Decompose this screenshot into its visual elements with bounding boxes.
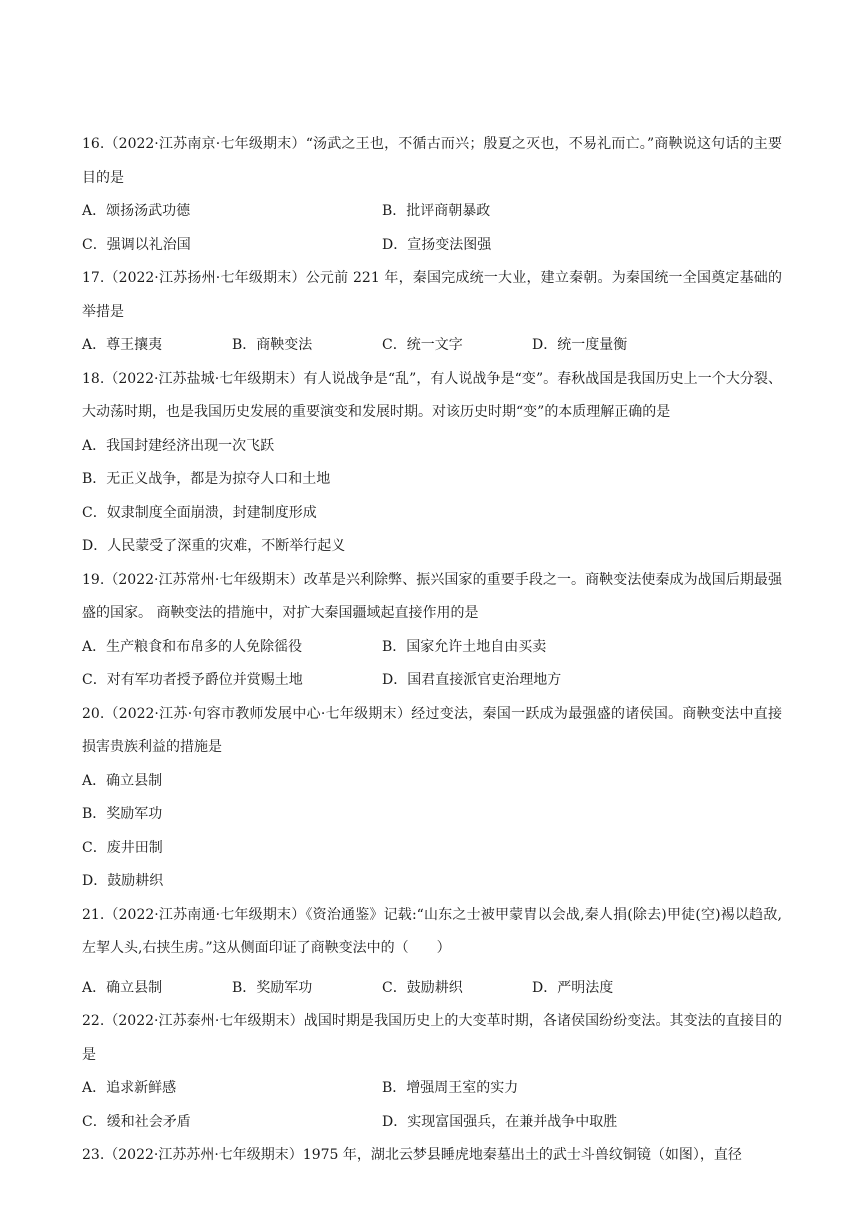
question-text: 《资治通鉴》记载:“山东之士被甲蒙胄以会战,秦人捐(除去)甲徒(空)裼以趋敌,左挈人头,右挟生虏。”这从侧面印证了商鞅变法中的（ ）: [82, 906, 783, 956]
question-19: [82, 564, 782, 698]
question-number: 19.: [82, 571, 105, 588]
option-b: B．商鞅变法: [232, 337, 313, 353]
question-source: （2022·江苏扬州·七年级期末）: [104, 270, 306, 286]
option-d: D．鼓励耕织: [82, 873, 164, 889]
question-number: 16.: [82, 136, 105, 152]
question-text: “汤武之王也，不循古而兴；殷夏之灭也，不易礼而亡。”商鞅说这句话的主要目的是: [82, 136, 783, 186]
option-a: A．确立县制: [82, 979, 163, 996]
question-stem: [82, 128, 782, 195]
question-text: 有人说战争是“乱”，有人说战争是“变”。春秋战国是我国历史上一个大分裂、大动荡时期，也是我国历史发展的重要演变和发展时期。对该历史时期“变”的本质理解正确的是: [82, 370, 782, 420]
options-row: [82, 664, 782, 698]
question-stem: [82, 1005, 782, 1072]
question-number: 18.: [82, 370, 105, 387]
options-row: [82, 631, 782, 665]
option-b: B．增强周王室的实力: [382, 1080, 519, 1096]
question-text: 经过变法，秦国一跃成为最强盛的诸侯国。商鞅变法中直接损害贵族利益的措施是: [82, 705, 782, 755]
question-number: 21.: [82, 906, 105, 923]
option-a: A．我国封建经济出现一次飞跃: [82, 437, 275, 454]
question-stem: [82, 899, 782, 966]
option-c: C．废井田制: [82, 839, 163, 856]
question-source: （2022·江苏南通·七年级期末）: [104, 906, 306, 923]
question-23: [82, 1139, 782, 1173]
question-stem: [82, 262, 782, 329]
question-number: 17.: [82, 270, 105, 286]
options-row: [82, 195, 782, 229]
question-page: [82, 128, 782, 1173]
option-d: D．严明法度: [532, 979, 614, 996]
question-18: [82, 363, 782, 564]
question-text: 战国时期是我国历史上的大变革时期，各诸侯国纷纷变法。其变法的直接目的是: [82, 1013, 782, 1063]
question-stem: [82, 363, 782, 430]
question-number: 23.: [82, 1147, 105, 1163]
option-c: C．奴隶制度全面崩溃，封建制度形成: [82, 504, 317, 521]
option-c: C．统一文字: [382, 337, 463, 353]
options-row: [82, 329, 782, 363]
option-b: B．批评商朝暴政: [382, 203, 491, 219]
question-text: 公元前 221 年，秦国完成统一大业，建立秦朝。为秦国统一全国奠定基础的举措是: [82, 270, 783, 320]
options-row: [82, 1072, 782, 1106]
question-22: [82, 1005, 782, 1139]
question-text: 1975 年，湖北云梦县睡虎地秦墓出土的武士斗兽纹铜镜（如图），直径: [302, 1147, 742, 1163]
question-21: [82, 899, 782, 1006]
options-row: [82, 1106, 782, 1140]
question-stem: [82, 698, 782, 765]
option-a: A．追求新鲜感: [82, 1080, 177, 1096]
option-a: A．尊王攘夷: [82, 337, 163, 353]
option-c: C．强调以礼治国: [82, 236, 191, 253]
option-b: B．国家允许土地自由买卖: [382, 638, 547, 655]
question-source: （2022·江苏苏州·七年级期末）: [104, 1147, 303, 1163]
option-d: D．人民蒙受了深重的灾难，不断举行起义: [82, 538, 346, 554]
option-d: D．国君直接派官吏治理地方: [382, 672, 562, 688]
question-17: [82, 262, 782, 363]
option-d: D．实现富国强兵，在兼并战争中取胜: [382, 1113, 618, 1130]
question-source: （2022·江苏常州·七年级期末）: [104, 571, 304, 588]
option-b: B．奖励军功: [82, 806, 163, 822]
option-c: C．缓和社会矛盾: [82, 1113, 191, 1130]
option-a: A．生产粮食和布帛多的人免除徭役: [82, 638, 303, 655]
question-20: [82, 698, 782, 899]
option-a: A．颂扬汤武功德: [82, 203, 191, 219]
question-text: 改革是兴利除弊、振兴国家的重要手段之一。商鞅变法使秦成为战国后期最强盛的国家。 商鞅变法的措施中，对扩大秦国疆域起直接作用的是: [82, 571, 782, 621]
question-stem: [82, 564, 782, 631]
options-row: [82, 972, 782, 1006]
question-number: 20.: [82, 705, 105, 722]
option-b: B．无正义战争，都是为掠夺人口和土地: [82, 471, 331, 487]
question-number: 22.: [82, 1013, 105, 1029]
question-16: [82, 128, 782, 262]
option-d: D．宣扬变法图强: [382, 236, 492, 253]
option-a: A．确立县制: [82, 772, 163, 789]
question-source: （2022·江苏南京·七年级期末）: [104, 136, 306, 152]
question-stem: [82, 1139, 782, 1173]
options-row: [82, 229, 782, 263]
option-c: C．鼓励耕织: [382, 979, 463, 996]
option-c: C．对有军功者授予爵位并赏赐土地: [82, 672, 303, 688]
question-source: （2022·江苏泰州·七年级期末）: [104, 1013, 304, 1029]
option-d: D．统一度量衡: [532, 337, 628, 353]
question-source: （2022·江苏盐城·七年级期末）: [104, 370, 304, 387]
question-source: （2022·江苏·句容市教师发展中心·七年级期末）: [104, 705, 412, 722]
option-b: B．奖励军功: [232, 979, 313, 996]
